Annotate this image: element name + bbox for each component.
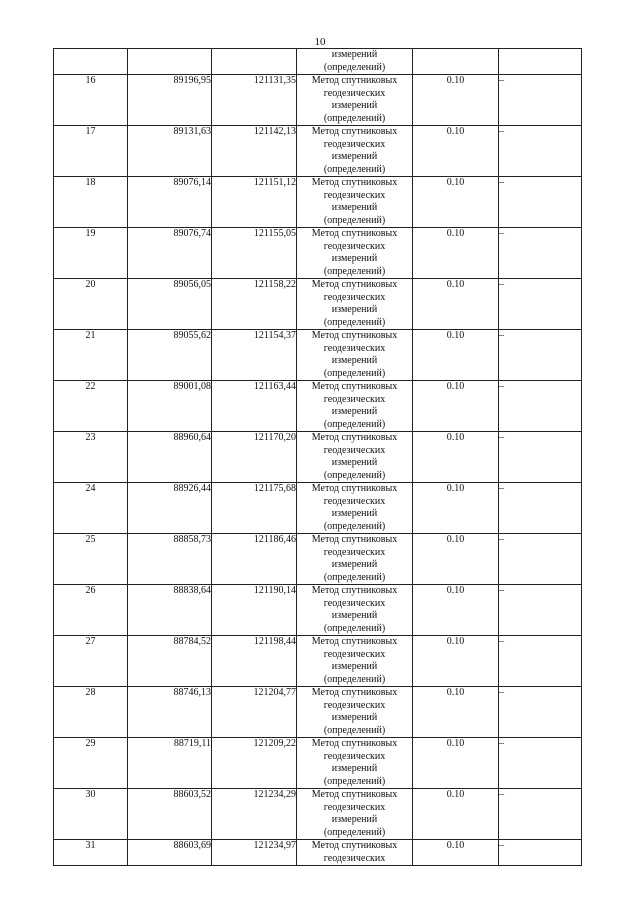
cell-point-number: 18 [54, 177, 128, 228]
cell-error: 0.10 [413, 381, 499, 432]
method-line: измерений [331, 712, 378, 723]
table-row [54, 381, 582, 432]
cell-y: 121163,44 [212, 381, 297, 432]
cell-description: – [499, 381, 582, 432]
cell-y: 121131,35 [212, 75, 297, 126]
method-line: Метод спутниковых [311, 483, 398, 494]
method-line: измерений [331, 457, 378, 468]
method-line: Метод спутниковых [311, 534, 398, 545]
cell-y: 121190,14 [212, 585, 297, 636]
cell-x: 89076,74 [128, 228, 212, 279]
cell-error: 0.10 [413, 840, 499, 866]
method-line: измерений [331, 355, 378, 366]
cell-x: 88746,13 [128, 687, 212, 738]
cell-point-number: 29 [54, 738, 128, 789]
cell-point-number: 20 [54, 279, 128, 330]
method-line: измерений [331, 661, 378, 672]
cell-error: 0.10 [413, 483, 499, 534]
method-line: (определений) [323, 673, 386, 685]
cell-x: 88603,52 [128, 789, 212, 840]
cell-point-number: 28 [54, 687, 128, 738]
cell-description: – [499, 585, 582, 636]
cell-y: 121204,77 [212, 687, 297, 738]
method-line: Метод спутниковых [311, 330, 398, 341]
table-row [54, 585, 582, 636]
table-row [54, 126, 582, 177]
method-line: (определений) [323, 265, 386, 277]
method-line: геодезических [323, 801, 386, 813]
method-line: Метод спутниковых [311, 738, 398, 749]
cell-point-number: 16 [54, 75, 128, 126]
cell-method [297, 279, 413, 330]
cell-description: – [499, 483, 582, 534]
method-line: (определений) [323, 367, 386, 379]
method-line: геодезических [323, 189, 386, 201]
cell-method [297, 585, 413, 636]
cell-y: 121151,12 [212, 177, 297, 228]
cell-y: 121154,37 [212, 330, 297, 381]
method-line: (определений) [323, 469, 386, 481]
method-line: измерений [331, 151, 378, 162]
cell-x: 88719,11 [128, 738, 212, 789]
cell-point-number [54, 49, 128, 75]
cell-description: – [499, 75, 582, 126]
cell-point-number: 31 [54, 840, 128, 866]
method-line: измерений [331, 814, 378, 825]
cell-y: 121234,29 [212, 789, 297, 840]
table-row [54, 789, 582, 840]
table-row [54, 534, 582, 585]
cell-error: 0.10 [413, 687, 499, 738]
method-line: (определений) [323, 775, 386, 787]
cell-method [297, 75, 413, 126]
table-row [54, 840, 582, 866]
method-line: измерений [331, 406, 378, 417]
method-line: (определений) [323, 214, 386, 226]
method-line: геодезических [323, 750, 386, 762]
method-line: геодезических [323, 648, 386, 660]
cell-x: 89056,05 [128, 279, 212, 330]
cell-method [297, 228, 413, 279]
cell-description: – [499, 687, 582, 738]
cell-x: 88784,52 [128, 636, 212, 687]
method-line: Метод спутниковых [311, 840, 398, 851]
table-row [54, 279, 582, 330]
method-line: Метод спутниковых [311, 75, 398, 86]
cell-x: 88926,44 [128, 483, 212, 534]
method-line: измерений [331, 508, 378, 519]
cell-error: 0.10 [413, 75, 499, 126]
method-line: геодезических [323, 138, 386, 150]
method-line: измерений [331, 49, 378, 60]
cell-error: 0.10 [413, 279, 499, 330]
page-number: 10 [314, 36, 326, 48]
method-line: Метод спутниковых [311, 789, 398, 800]
method-line: измерений [331, 202, 378, 213]
cell-point-number: 19 [54, 228, 128, 279]
table-row [54, 687, 582, 738]
method-line: (определений) [323, 622, 386, 634]
cell-method [297, 432, 413, 483]
cell-y: 121155,05 [212, 228, 297, 279]
table-row [54, 177, 582, 228]
cell-error: 0.10 [413, 585, 499, 636]
method-line: (определений) [323, 316, 386, 328]
cell-x: 88960,64 [128, 432, 212, 483]
cell-method [297, 177, 413, 228]
method-line: геодезических [323, 342, 386, 354]
method-line: геодезических [323, 852, 386, 864]
method-line: измерений [331, 610, 378, 621]
coordinates-table-body [54, 49, 582, 866]
cell-x [128, 49, 212, 75]
method-line: Метод спутниковых [311, 585, 398, 596]
table-row [54, 636, 582, 687]
method-line: Метод спутниковых [311, 432, 398, 443]
cell-error: 0.10 [413, 228, 499, 279]
table-row [54, 228, 582, 279]
method-line: Метод спутниковых [311, 636, 398, 647]
method-line: геодезических [323, 699, 386, 711]
cell-method [297, 330, 413, 381]
cell-description: – [499, 432, 582, 483]
method-line: геодезических [323, 87, 386, 99]
method-line: геодезических [323, 291, 386, 303]
method-line: (определений) [323, 826, 386, 838]
cell-x: 88838,64 [128, 585, 212, 636]
table-row-continuation [54, 49, 582, 75]
cell-error: 0.10 [413, 432, 499, 483]
cell-point-number: 30 [54, 789, 128, 840]
cell-description: – [499, 738, 582, 789]
cell-method [297, 483, 413, 534]
cell-method [297, 840, 413, 866]
cell-x: 89076,14 [128, 177, 212, 228]
table-row [54, 483, 582, 534]
cell-method [297, 789, 413, 840]
cell-method [297, 49, 413, 75]
table-row [54, 330, 582, 381]
cell-error: 0.10 [413, 738, 499, 789]
cell-point-number: 25 [54, 534, 128, 585]
method-line: (определений) [323, 61, 386, 73]
cell-y [212, 49, 297, 75]
method-line: Метод спутниковых [311, 381, 398, 392]
cell-y: 121170,20 [212, 432, 297, 483]
coordinates-table [53, 48, 582, 866]
method-line: геодезических [323, 393, 386, 405]
cell-x: 89055,62 [128, 330, 212, 381]
cell-y: 121234,97 [212, 840, 297, 866]
method-line: измерений [331, 100, 378, 111]
cell-method [297, 126, 413, 177]
cell-description: – [499, 177, 582, 228]
cell-error [413, 49, 499, 75]
method-line: геодезических [323, 240, 386, 252]
method-line: (определений) [323, 163, 386, 175]
cell-description: – [499, 840, 582, 866]
method-line: (определений) [323, 571, 386, 583]
cell-description: – [499, 279, 582, 330]
method-line: геодезических [323, 546, 386, 558]
method-line: геодезических [323, 495, 386, 507]
cell-x: 89001,08 [128, 381, 212, 432]
cell-description [499, 49, 582, 75]
method-line: (определений) [323, 724, 386, 736]
cell-description: – [499, 534, 582, 585]
cell-method [297, 687, 413, 738]
cell-error: 0.10 [413, 789, 499, 840]
cell-y: 121142,13 [212, 126, 297, 177]
table-row [54, 75, 582, 126]
cell-point-number: 26 [54, 585, 128, 636]
cell-y: 121198,44 [212, 636, 297, 687]
cell-error: 0.10 [413, 330, 499, 381]
cell-description: – [499, 126, 582, 177]
method-line: Метод спутниковых [311, 126, 398, 137]
table-row [54, 738, 582, 789]
cell-description: – [499, 330, 582, 381]
cell-method [297, 381, 413, 432]
cell-point-number: 27 [54, 636, 128, 687]
cell-y: 121175,68 [212, 483, 297, 534]
cell-error: 0.10 [413, 636, 499, 687]
method-line: Метод спутниковых [311, 228, 398, 239]
cell-x: 89131,63 [128, 126, 212, 177]
cell-description: – [499, 789, 582, 840]
method-line: Метод спутниковых [311, 687, 398, 698]
table-row [54, 432, 582, 483]
cell-point-number: 21 [54, 330, 128, 381]
cell-point-number: 22 [54, 381, 128, 432]
cell-x: 88858,73 [128, 534, 212, 585]
cell-method [297, 636, 413, 687]
method-line: измерений [331, 253, 378, 264]
method-line: (определений) [323, 418, 386, 430]
cell-point-number: 23 [54, 432, 128, 483]
cell-point-number: 24 [54, 483, 128, 534]
cell-y: 121209,22 [212, 738, 297, 789]
cell-x: 88603,69 [128, 840, 212, 866]
cell-method [297, 534, 413, 585]
method-line: геодезических [323, 444, 386, 456]
cell-x: 89196,95 [128, 75, 212, 126]
method-line: (определений) [323, 112, 386, 124]
cell-y: 121158,22 [212, 279, 297, 330]
method-line: Метод спутниковых [311, 279, 398, 290]
cell-description: – [499, 228, 582, 279]
cell-error: 0.10 [413, 177, 499, 228]
method-line: Метод спутниковых [311, 177, 398, 188]
cell-y: 121186,46 [212, 534, 297, 585]
method-line: (определений) [323, 520, 386, 532]
method-line: геодезических [323, 597, 386, 609]
method-line: измерений [331, 559, 378, 570]
cell-description: – [499, 636, 582, 687]
cell-error: 0.10 [413, 126, 499, 177]
method-line: измерений [331, 763, 378, 774]
method-line: измерений [331, 304, 378, 315]
cell-method [297, 738, 413, 789]
cell-error: 0.10 [413, 534, 499, 585]
cell-point-number: 17 [54, 126, 128, 177]
